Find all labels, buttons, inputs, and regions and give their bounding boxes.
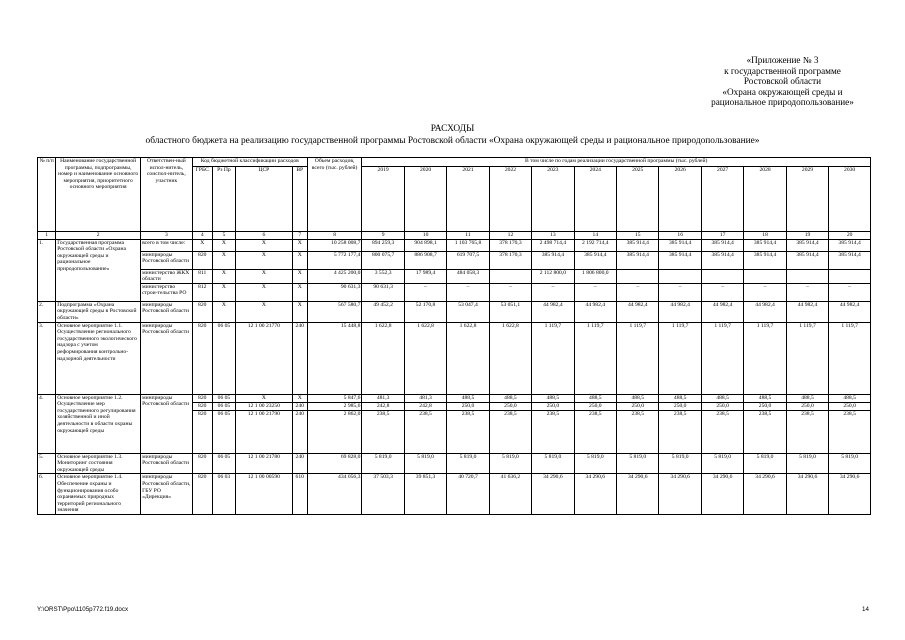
cell-vr: X [292,251,307,269]
cell-csr: X [236,269,293,283]
cell-vr: X [292,269,307,283]
appendix-line: рациональное природопользование» [711,97,854,108]
cell-year-value: 5 819,0 [829,453,871,474]
cell-total: 567 580,7 [307,301,362,322]
cell-year-value: 1 119,7 [532,322,574,394]
cell-total: 69 828,0 [307,453,362,474]
document-title: РАСХОДЫ [430,124,475,134]
appendix-note [660,55,905,108]
cell-vr: 610 [292,474,307,515]
cell-year-value: 34 290,6 [744,474,786,515]
table-row [38,239,871,251]
cell-year-value: 44 982,4 [786,301,828,322]
cell-rzpr: 06 03 [212,474,235,515]
cell-year-value [829,269,871,283]
cell-year-value: 34 290,6 [701,474,743,515]
cell-year-value: 488,5 [829,394,871,402]
cell-vr: 240 [292,402,307,410]
header-year: 2020 [404,167,446,232]
cell-year-value: 481,3 [362,394,404,402]
column-number: 11 [447,232,489,240]
column-number: 15 [617,232,659,240]
cell-year-value: 1 622,8 [447,322,489,394]
cell-year-value: 17 989,4 [404,269,446,283]
cell-rzpr: X [212,269,235,283]
header-rzpr: Рз Пр [212,167,235,232]
cell-grbs: 820 [192,474,212,515]
cell-year-value: 1 119,7 [617,322,659,394]
cell-csr: X [236,251,293,269]
header-year: 2026 [659,167,701,232]
cell-csr: 12 1 00 21780 [236,453,293,474]
cell-grbs: 820 [192,402,212,410]
cell-year-value: – [659,283,701,301]
row-name: Подпрограмма «Охрана окружающей среды в Ростовской области» [56,301,141,322]
row-executor: минприроды Ростовской области, ГБУ РО «Дирекция» [141,474,193,515]
cell-vr: X [292,394,307,402]
expenses-table [37,157,871,515]
cell-year-value: 1 806 800,0 [574,269,616,283]
header-year: 2028 [744,167,786,232]
cell-year-value: 238,5 [659,410,701,453]
table-row [38,301,871,322]
cell-year-value: 34 290,6 [829,474,871,515]
cell-csr: 12 1 00 23250 [236,402,293,410]
cell-year-value: – [489,283,531,301]
column-number: 12 [489,232,531,240]
cell-year-value [659,269,701,283]
cell-year-value [489,269,531,283]
cell-year-value: 385 914,4 [659,251,701,269]
cell-year-value: – [574,283,616,301]
row-executor: минприроды Ростовской области [141,251,193,269]
cell-year-value: 1 622,8 [489,322,531,394]
cell-year-value: 1 119,7 [744,322,786,394]
cell-csr: 12 1 00 00590 [236,474,293,515]
cell-year-value: 5 819,0 [786,453,828,474]
cell-year-value: 488,5 [617,394,659,402]
cell-year-value: 44 982,4 [659,301,701,322]
cell-year-value: 34 290,6 [786,474,828,515]
cell-year-value: 5 819,0 [744,453,786,474]
header-year: 2021 [447,167,489,232]
cell-year-value: 1 119,7 [786,322,828,394]
row-executor: министерство строи-тельства РО [141,283,193,301]
cell-year-value: 5 819,0 [362,453,404,474]
header-num: № п/п [38,158,56,232]
header-year: 2027 [701,167,743,232]
cell-year-value [617,269,659,283]
table-row [38,394,871,402]
cell-rzpr: X [212,251,235,269]
cell-rzpr: 06 05 [212,453,235,474]
cell-grbs: 820 [192,453,212,474]
appendix-line: «Приложение № 3 [746,55,819,65]
cell-year-value: 385 914,4 [617,251,659,269]
header-year: 2029 [786,167,828,232]
cell-year-value: 385 914,4 [659,239,701,251]
cell-year-value: 378 170,3 [489,251,531,269]
cell-year-value: 238,5 [532,410,574,453]
column-number: 10 [404,232,446,240]
cell-year-value: 238,5 [489,410,531,453]
cell-year-value: 385 914,4 [617,239,659,251]
cell-year-value: 34 290,6 [532,474,574,515]
column-number: 14 [574,232,616,240]
header-year: 2024 [574,167,616,232]
row-executor: минприроды Ростовской области [141,394,193,453]
cell-rzpr: X [212,283,235,301]
cell-year-value: 5 819,0 [447,453,489,474]
cell-grbs: X [192,239,212,251]
row-executor: министерство ЖКХ области [141,269,193,283]
cell-year-value: 90 631,3 [362,283,404,301]
table-row [38,453,871,474]
cell-year-value: 250,0 [617,402,659,410]
cell-year-value: 385 914,4 [786,239,828,251]
cell-year-value: 5 819,0 [659,453,701,474]
header-csr: ЦСР [236,167,293,232]
cell-year-value: 1 119,7 [829,322,871,394]
cell-year-value: 385 914,4 [829,239,871,251]
cell-year-value: 250,0 [786,402,828,410]
cell-year-value: 1 622,8 [362,322,404,394]
cell-year-value: 34 290,6 [659,474,701,515]
appendix-line: «Охрана окружающей среды и [722,86,843,97]
header-years-group: В том числе по годам реализации государственной программы (тыс. рублей) [362,158,871,167]
cell-year-value: 619 707,5 [447,251,489,269]
cell-year-value: 488,5 [701,394,743,402]
cell-year-value: 40 720,7 [447,474,489,515]
cell-year-value: – [829,283,871,301]
header-grbs: ГРБС [192,167,212,232]
cell-rzpr: 06 05 [212,402,235,410]
cell-year-value: 250,0 [489,402,531,410]
cell-year-value: 484 058,3 [447,269,489,283]
header-year: 2030 [829,167,871,232]
cell-year-value: 238,5 [829,410,871,453]
cell-vr: 240 [292,322,307,394]
cell-year-value: 250,0 [744,402,786,410]
cell-year-value: 44 982,4 [574,301,616,322]
cell-vr: X [292,239,307,251]
table-row [38,283,871,301]
cell-total: 4 425 200,0 [307,269,362,283]
cell-csr: 12 1 00 21790 [236,410,293,453]
cell-year-value: 44 982,4 [532,301,574,322]
cell-year-value: 39 851,3 [404,474,446,515]
cell-year-value: – [447,283,489,301]
cell-year-value: 53 051,1 [489,301,531,322]
cell-vr: 240 [292,453,307,474]
row-executor: минприроды Ростовской области [141,301,193,322]
header-vr: ВР [292,167,307,232]
cell-year-value: 5 819,0 [617,453,659,474]
cell-year-value: 1 119,7 [574,322,616,394]
cell-year-value: 800 075,7 [362,251,404,269]
cell-year-value: 5 819,0 [701,453,743,474]
header-code-group: Код бюджетной классификации расходов [192,158,307,167]
row-number: 6. [38,474,56,515]
column-number: 5 [212,232,235,240]
column-number: 4 [192,232,212,240]
cell-csr: 12 1 00 21770 [236,322,293,394]
cell-csr: X [236,239,293,251]
cell-year-value: 238,5 [786,410,828,453]
cell-total: 5 772 177,4 [307,251,362,269]
cell-year-value: 41 636,2 [489,474,531,515]
cell-year-value: – [617,283,659,301]
cell-year-value: 3 552,3 [362,269,404,283]
cell-total: 15 448,8 [307,322,362,394]
cell-year-value: 34 290,6 [574,474,616,515]
cell-year-value: 385 914,4 [574,251,616,269]
cell-year-value [786,269,828,283]
cell-rzpr: 06 05 [212,322,235,394]
cell-year-value: 481,3 [404,394,446,402]
table-row [38,269,871,283]
cell-year-value: 5 819,0 [574,453,616,474]
cell-grbs: 820 [192,394,212,402]
header-year: 2025 [617,167,659,232]
cell-grbs: 820 [192,251,212,269]
cell-total: 2 862,0 [307,410,362,453]
row-executor: всего в том числе: [141,239,193,251]
cell-year-value: 53 047,4 [447,301,489,322]
cell-rzpr: X [212,301,235,322]
cell-vr: X [292,301,307,322]
cell-year-value: 44 982,4 [617,301,659,322]
cell-year-value: 44 982,4 [744,301,786,322]
cell-csr: X [236,301,293,322]
cell-year-value: 488,5 [574,394,616,402]
cell-year-value: 44 982,4 [701,301,743,322]
cell-year-value: 385 914,4 [701,251,743,269]
table-row [38,251,871,269]
row-number: 1. [38,239,56,301]
cell-total: 90 631,3 [307,283,362,301]
cell-year-value: 250,0 [659,402,701,410]
header-year: 2019 [362,167,404,232]
cell-rzpr: 06 05 [212,394,235,402]
cell-year-value: 385 914,4 [701,239,743,251]
column-number: 13 [532,232,574,240]
cell-year-value: – [532,283,574,301]
cell-csr: X [236,394,293,402]
cell-total: 2 985,6 [307,402,362,410]
cell-year-value: 2 112 800,0 [532,269,574,283]
cell-year-value: 238,5 [447,410,489,453]
cell-total: 10 258 008,7 [307,239,362,251]
cell-year-value: 238,5 [404,410,446,453]
header-total: Объем расходов, всего (тыс. рублей) [307,158,362,232]
cell-year-value: 385 914,4 [786,251,828,269]
column-number: 17 [701,232,743,240]
row-name: Основное мероприятие 1.3. Мониторинг состояния окружающей среды [56,453,141,474]
cell-year-value [701,269,743,283]
cell-year-value: 238,5 [574,410,616,453]
cell-year-value: 250,0 [532,402,574,410]
cell-year-value: 894 259,3 [362,239,404,251]
cell-year-value: 242,8 [362,402,404,410]
cell-year-value: 1 622,8 [404,322,446,394]
cell-grbs: 811 [192,269,212,283]
cell-year-value: 5 819,0 [532,453,574,474]
row-number: 2. [38,301,56,322]
cell-year-value: 238,5 [701,410,743,453]
row-executor: минприроды Ростовской области [141,453,193,474]
appendix-line: к государственной программе [724,65,841,76]
cell-year-value [744,269,786,283]
column-number: 8 [307,232,362,240]
cell-rzpr: 06 05 [212,410,235,453]
row-number: 5. [38,453,56,474]
cell-year-value: 34 290,6 [617,474,659,515]
cell-grbs: 820 [192,301,212,322]
column-number: 6 [236,232,293,240]
cell-year-value: 385 914,4 [744,251,786,269]
cell-year-value: 238,5 [744,410,786,453]
cell-year-value: 52 170,8 [404,301,446,322]
cell-year-value: 886 908,7 [404,251,446,269]
cell-total: 5 847,6 [307,394,362,402]
cell-grbs: 812 [192,283,212,301]
column-number: 20 [829,232,871,240]
cell-year-value: 49 452,2 [362,301,404,322]
row-executor: минприроды Ростовской области [141,322,193,394]
cell-year-value: 385 914,4 [532,251,574,269]
cell-vr: 240 [292,410,307,453]
cell-year-value: 242,8 [404,402,446,410]
row-name: Основное мероприятие 1.2. Осуществление мер государственного регулирования хозяйственной и иной деятельности в области охраны окружающей среды [56,394,141,453]
cell-grbs: 820 [192,410,212,453]
cell-year-value: 37 503,3 [362,474,404,515]
cell-total: 434 056,3 [307,474,362,515]
cell-year-value: 2 498 714,4 [532,239,574,251]
cell-year-value: 488,5 [786,394,828,402]
column-number: 1 [38,232,56,240]
cell-year-value: 250,0 [701,402,743,410]
row-number: 4. [38,394,56,453]
table-row [38,322,871,394]
cell-year-value: 238,5 [617,410,659,453]
page-number: 14 [862,606,869,613]
column-number: 16 [659,232,701,240]
cell-year-value: 5 819,0 [404,453,446,474]
cell-rzpr: X [212,239,235,251]
cell-year-value: 44 982,4 [829,301,871,322]
cell-year-value: 488,5 [744,394,786,402]
row-number: 3. [38,322,56,394]
cell-year-value: 238,5 [362,410,404,453]
row-name: Государственная программа Ростовской области «Охрана окружающей среды и рациональное природопользование» [56,239,141,301]
column-number: 2 [56,232,141,240]
cell-year-value: 904 898,1 [404,239,446,251]
cell-year-value: 2 192 714,4 [574,239,616,251]
cell-year-value: 1 103 765,8 [447,239,489,251]
cell-year-value: 1 119,7 [701,322,743,394]
cell-year-value: – [744,283,786,301]
cell-grbs: 820 [192,322,212,394]
table-row [38,474,871,515]
row-name: Основное мероприятие 1.1. Осуществление регионального государственного экологического надзора с учетом реформирования контрольно-надзорной деятельности [56,322,141,394]
cell-year-value: 378 170,3 [489,239,531,251]
file-path: Y:\ORST\Ppo\1105p772.f19.docx [37,606,129,613]
cell-year-value: 250,0 [447,402,489,410]
cell-year-value: 1 119,7 [659,322,701,394]
header-year: 2023 [532,167,574,232]
cell-year-value: 488,5 [489,394,531,402]
appendix-line: Ростовской области [743,76,822,87]
column-number: 3 [141,232,193,240]
cell-year-value: – [404,283,446,301]
cell-year-value: – [786,283,828,301]
cell-year-value: 5 819,0 [489,453,531,474]
cell-year-value: 488,5 [447,394,489,402]
cell-vr: X [292,283,307,301]
column-number: 9 [362,232,404,240]
cell-year-value: 488,5 [532,394,574,402]
column-number: 19 [786,232,828,240]
header-name: Наименование государственной программы, подпрограммы, номер и наименование основного мероприятия, приоритетного основного мероприятия [56,158,141,232]
cell-year-value: 250,0 [574,402,616,410]
column-number: 7 [292,232,307,240]
cell-year-value: – [701,283,743,301]
cell-year-value: 250,0 [829,402,871,410]
document-subtitle: областного бюджета на реализацию государственной программы Ростовской области «Охрана окружающей среды и рациональное природопользование» [145,136,760,146]
header-executor: Ответствен-ный испол-нитель, соиспол-нитель, участник [141,158,193,232]
header-year: 2022 [489,167,531,232]
column-number: 18 [744,232,786,240]
row-name: Основное мероприятие 1.4. Обеспечение охраны и функционирования особо охраняемых природных территорий регионального значения [56,474,141,515]
cell-year-value: 385 914,4 [829,251,871,269]
cell-year-value: 385 914,4 [744,239,786,251]
cell-csr: X [236,283,293,301]
cell-year-value: 488,5 [659,394,701,402]
